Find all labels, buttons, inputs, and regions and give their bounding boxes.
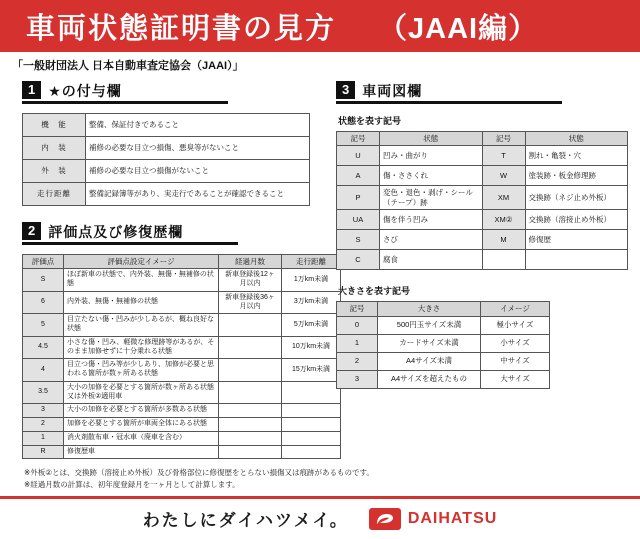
table-row (23, 445, 341, 459)
symbol-cell: S (337, 230, 380, 250)
state-cell (525, 250, 628, 270)
months-cell (219, 359, 282, 382)
table-header-row (23, 255, 341, 269)
mileage-cell (282, 445, 341, 459)
col-header: 経過月数 (219, 255, 282, 269)
state-symbols-table (336, 131, 628, 270)
section3-header (336, 81, 562, 104)
score-cell: 1 (23, 431, 64, 445)
months-cell: 新車登録後12ヶ月以内 (219, 269, 282, 292)
table-row (337, 334, 550, 352)
table-row (23, 160, 310, 183)
desc-cell: 目立つ傷・凹み等が少しあり、加修が必要と思われる箇所が数ヶ所ある状態 (64, 359, 219, 382)
months-cell (219, 404, 282, 418)
state-cell: 腐食 (380, 250, 483, 270)
size-cell: 500円玉サイズ未満 (378, 316, 481, 334)
row-label: 内 装 (23, 137, 86, 160)
state-cell: 変色・退色・剥げ・シール（テープ）跡 (380, 186, 483, 210)
symbol-cell (482, 250, 525, 270)
months-cell (219, 418, 282, 432)
row-desc: 補修の必要な目立つ損傷がないこと (86, 160, 310, 183)
row-label: 外 装 (23, 160, 86, 183)
table-row (337, 210, 628, 230)
size-cell: A4サイズ未満 (378, 352, 481, 370)
mileage-cell: 5万km未満 (282, 314, 341, 337)
symbol-cell: C (337, 250, 380, 270)
star-criteria-table (22, 113, 310, 206)
image-cell: 大サイズ (481, 370, 550, 388)
symbol-cell: XM (482, 186, 525, 210)
months-cell (219, 445, 282, 459)
footnote-line: ※経過月数の計算は、初年度登録月を一ヶ月として計算します。 (24, 479, 240, 489)
state-cell: 傷を伴う凹み (380, 210, 483, 230)
table-row (23, 183, 310, 206)
state-cell: 凹み・曲がり (380, 146, 483, 166)
table-row (23, 404, 341, 418)
symbol-cell: P (337, 186, 380, 210)
brand-slogan: わたしにダイハツメイ。 (142, 511, 349, 531)
symbol-cell: W (482, 166, 525, 186)
symbol-cell: M (482, 230, 525, 250)
months-cell: 新車登録後36ヶ月以内 (219, 291, 282, 314)
issuer-subtitle: 「一般財団法人 日本自動車査定協会（JAAI）」 (12, 60, 244, 72)
table-header-row (337, 302, 550, 316)
table-row (23, 381, 341, 404)
page-title-edition: （JAAI編） (378, 12, 539, 45)
section2-title: 評価点及び修復歴欄 (48, 224, 184, 241)
table-row (23, 431, 341, 445)
months-cell (219, 314, 282, 337)
table-row (23, 314, 341, 337)
col-header: 評価点 (23, 255, 64, 269)
mileage-cell (282, 381, 341, 404)
desc-cell: 大小の加修を必要とする箇所が多数ある状態 (64, 404, 219, 418)
section3-number-badge: 3 (336, 81, 355, 99)
image-cell: 中サイズ (481, 352, 550, 370)
row-label: 走行距離 (23, 183, 86, 206)
table-row (337, 316, 550, 334)
desc-cell: 大小の加修を必要とする箇所が数ヶ所ある状態又は外板②適用車 (64, 381, 219, 404)
daihatsu-logo (369, 508, 497, 530)
symbol-cell: 0 (337, 316, 378, 334)
table-row (23, 291, 341, 314)
mileage-cell (282, 418, 341, 432)
months-cell (219, 381, 282, 404)
table-row (23, 114, 310, 137)
score-cell: R (23, 445, 64, 459)
state-cell: 塗装跡・板金修理跡 (525, 166, 628, 186)
symbol-cell: 3 (337, 370, 378, 388)
row-label: 機 能 (23, 114, 86, 137)
table-row (337, 370, 550, 388)
size-symbols-table (336, 301, 550, 388)
row-desc: 整備、保証付きであること (86, 114, 310, 137)
table-row (337, 146, 628, 166)
left-column (22, 77, 331, 459)
col-header: 大きさ (378, 302, 481, 316)
footnotes (24, 467, 640, 490)
brand-wordmark: DAIHATSU (407, 509, 498, 527)
image-cell: 小サイズ (481, 334, 550, 352)
section2-header (22, 222, 238, 245)
score-cell: 4.5 (23, 336, 64, 359)
footnote-line: ※外板②とは、交換跡（溶接止め外板）及び骨格部位に修復歴をとらない損傷又は痕跡があるものです。 (24, 468, 374, 478)
desc-cell: 小さな傷・凹み、軽微な修理跡等があるが、そのまま加修せずに十分乗れる状態 (64, 336, 219, 359)
state-cell: 交換跡（ネジ止め外板） (525, 186, 628, 210)
symbol-cell: UA (337, 210, 380, 230)
mileage-cell: 3万km未満 (282, 291, 341, 314)
footer (0, 499, 640, 539)
row-desc: 補修の必要な目立つ損傷、悪臭等がないこと (86, 137, 310, 160)
symbol-cell: A (337, 166, 380, 186)
col-header: イメージ (481, 302, 550, 316)
table-header-row (337, 132, 628, 146)
desc-cell: 加修を必要とする箇所が車両全体にある状態 (64, 418, 219, 432)
col-header: 評価点設定イメージ (64, 255, 219, 269)
score-cell: 6 (23, 291, 64, 314)
daihatsu-emblem-icon (369, 508, 401, 530)
mileage-cell (282, 404, 341, 418)
table-row (23, 359, 341, 382)
page-title: 車両状態証明書の見方 (26, 12, 337, 45)
d-glyph-icon (375, 512, 395, 526)
title-banner (0, 0, 640, 52)
state-cell: さび (380, 230, 483, 250)
mileage-cell: 15万km未満 (282, 359, 341, 382)
state-cell: 交換跡（溶接止め外板） (525, 210, 628, 230)
score-cell: 2 (23, 418, 64, 432)
table-row (337, 186, 628, 210)
state-cell: 傷・ささくれ (380, 166, 483, 186)
size-symbols-label: 大きさを表す記号 (338, 286, 411, 297)
score-cell: 3 (23, 404, 64, 418)
score-cell: S (23, 269, 64, 292)
col-header: 走行距離 (282, 255, 341, 269)
table-row (337, 352, 550, 370)
symbol-cell: T (482, 146, 525, 166)
right-column (336, 77, 630, 459)
section1-header (22, 81, 228, 104)
table-row (23, 336, 341, 359)
section2-number-badge: 2 (22, 222, 41, 240)
symbol-cell: 1 (337, 334, 378, 352)
table-row (337, 250, 628, 270)
symbol-cell: 2 (337, 352, 378, 370)
table-row (23, 418, 341, 432)
desc-cell: 目立たない傷・凹みが少しあるが、概ね良好な状態 (64, 314, 219, 337)
state-symbols-label: 状態を表す記号 (338, 116, 402, 126)
mileage-cell (282, 431, 341, 445)
months-cell (219, 336, 282, 359)
row-desc: 整備記録簿等があり、実走行であることが確認できること (86, 183, 310, 206)
months-cell (219, 431, 282, 445)
image-cell: 極小サイズ (481, 316, 550, 334)
mileage-cell: 1万km未満 (282, 269, 341, 292)
desc-cell: 消火剤散布車・冠水車（廃車を含む） (64, 431, 219, 445)
evaluation-table (22, 254, 341, 459)
desc-cell: ほぼ新車の状態で、内外装、無傷・無補修の状態 (64, 269, 219, 292)
section3-title: 車両図欄 (362, 83, 423, 100)
mileage-cell: 10万km未満 (282, 336, 341, 359)
symbol-cell: U (337, 146, 380, 166)
section1-title: ★の付与欄 (48, 83, 122, 100)
col-header: 記号 (482, 132, 525, 146)
state-cell: 修復歴 (525, 230, 628, 250)
size-cell: カードサイズ未満 (378, 334, 481, 352)
state-cell: 割れ・亀裂・穴 (525, 146, 628, 166)
main-content (0, 75, 640, 459)
desc-cell: 内外装、無傷・無補修の状態 (64, 291, 219, 314)
col-header: 状態 (525, 132, 628, 146)
table-row (23, 269, 341, 292)
size-cell: A4サイズを超えたもの (378, 370, 481, 388)
symbol-cell: XM② (482, 210, 525, 230)
score-cell: 4 (23, 359, 64, 382)
col-header: 状態 (380, 132, 483, 146)
col-header: 記号 (337, 132, 380, 146)
table-row (337, 166, 628, 186)
score-cell: 5 (23, 314, 64, 337)
desc-cell: 修復歴車 (64, 445, 219, 459)
section1-number-badge: 1 (22, 81, 41, 99)
col-header: 記号 (337, 302, 378, 316)
score-cell: 3.5 (23, 381, 64, 404)
table-row (23, 137, 310, 160)
table-row (337, 230, 628, 250)
